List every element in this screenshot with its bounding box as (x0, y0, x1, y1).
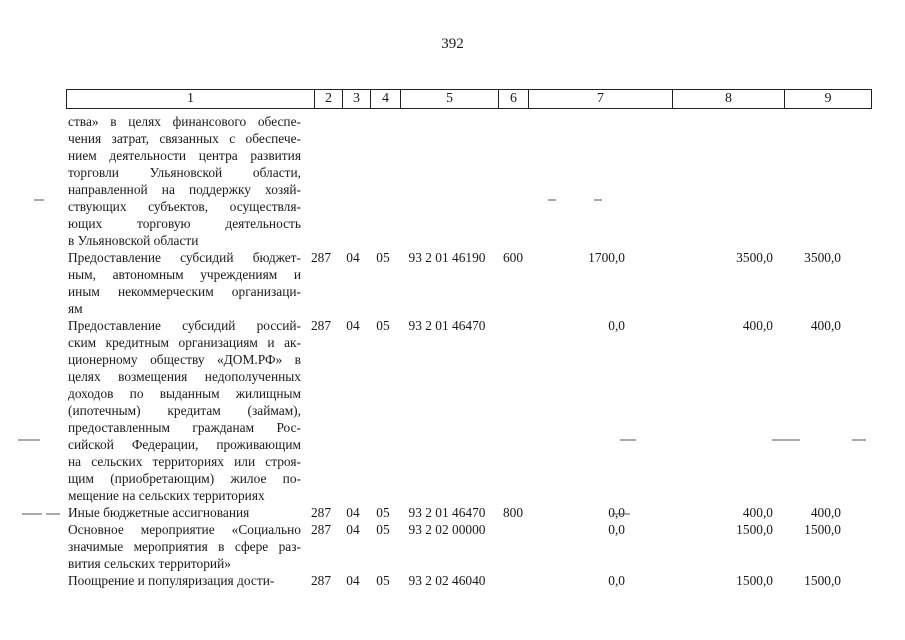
amount-col-8-value: 400,0 (742, 318, 773, 333)
amount-col-9 (773, 113, 871, 249)
admin-code-value: 287 (310, 573, 332, 588)
description-line: Предоставление субсидий бюджет- (68, 250, 301, 265)
target-article (398, 572, 496, 589)
amount-col-8 (675, 317, 773, 504)
table-body (66, 113, 871, 589)
description-line: ствующих субъектов, осуществля- (68, 199, 301, 214)
description-line: Предоставление субсидий россий- (68, 318, 301, 333)
description-line: чения затрат, связанных с обеспече- (68, 131, 301, 146)
description-line: ционерному обществу «ДОМ.РФ» в (68, 352, 301, 367)
amount-col-7 (530, 521, 675, 572)
amount-col-9-value: 400,0 (810, 505, 841, 520)
target-article-value: 93 2 02 46040 (408, 573, 486, 588)
description-line: в Ульяновской области (68, 233, 199, 248)
subsection-code (368, 249, 398, 317)
section-code (338, 317, 368, 504)
subsection-code-value: 05 (376, 505, 390, 520)
table-row (66, 249, 871, 317)
row-description (66, 249, 304, 317)
amount-col-7 (530, 113, 675, 249)
header-col-5: 5 (401, 90, 499, 108)
table-row (66, 113, 871, 249)
description-line: сийской Федерации, проживающим (68, 437, 301, 452)
amount-col-7-value: 0,0 (608, 505, 625, 520)
amount-col-9-value: 1500,0 (804, 522, 841, 537)
table-header-row (66, 89, 872, 109)
admin-code-value: 287 (310, 250, 332, 265)
subsection-code-value: 05 (376, 573, 390, 588)
subsection-code (368, 572, 398, 589)
description-line: вития сельских территорий» (68, 556, 231, 571)
description-line: целях возмещения недополученных (68, 369, 301, 384)
amount-col-7 (530, 572, 675, 589)
description-line: ющих торговую деятельность (68, 216, 301, 231)
expense-type-value: 800 (502, 505, 524, 520)
admin-code (304, 572, 338, 589)
amount-col-7-value: 0,0 (608, 522, 625, 537)
row-description (66, 572, 304, 589)
header-col-4: 4 (371, 90, 401, 108)
section-code-value: 04 (346, 573, 360, 588)
admin-code (304, 317, 338, 504)
admin-code (304, 521, 338, 572)
row-description (66, 113, 304, 249)
expense-type (496, 249, 530, 317)
target-article (398, 113, 496, 249)
amount-col-9 (773, 504, 871, 521)
section-code (338, 521, 368, 572)
row-description (66, 521, 304, 572)
table-row (66, 317, 871, 504)
subsection-code (368, 317, 398, 504)
section-code (338, 504, 368, 521)
row-description (66, 317, 304, 504)
expense-type-value: 600 (502, 250, 524, 265)
description-line: ским кредитным организациям и ак- (68, 335, 301, 350)
target-article (398, 249, 496, 317)
section-code-value: 04 (346, 318, 360, 333)
amount-col-9 (773, 249, 871, 317)
amount-col-9-value: 1500,0 (804, 573, 841, 588)
section-code-value: 04 (346, 522, 360, 537)
row-description (66, 504, 304, 521)
amount-col-7 (530, 249, 675, 317)
expense-type (496, 317, 530, 504)
subsection-code-value: 05 (376, 522, 390, 537)
description-line: нием деятельности центра развития (68, 148, 301, 163)
amount-col-8 (675, 113, 773, 249)
subsection-code-value: 05 (376, 250, 390, 265)
amount-col-8-value: 3500,0 (736, 250, 773, 265)
admin-code-value: 287 (310, 318, 332, 333)
amount-col-9 (773, 572, 871, 589)
target-article-value: 93 2 02 00000 (408, 522, 486, 537)
description-line: ям (68, 301, 83, 316)
section-code (338, 113, 368, 249)
amount-col-9-value: 400,0 (810, 318, 841, 333)
amount-col-7-value: 0,0 (608, 318, 625, 333)
subsection-code (368, 504, 398, 521)
header-col-3: 3 (343, 90, 371, 108)
expense-type (496, 521, 530, 572)
amount-col-8-value: 1500,0 (736, 573, 773, 588)
target-article (398, 521, 496, 572)
admin-code (304, 504, 338, 521)
table-row (66, 572, 871, 589)
target-article (398, 504, 496, 521)
admin-code (304, 249, 338, 317)
amount-col-9 (773, 521, 871, 572)
description-line: Поощрение и популяризация дости- (68, 573, 275, 588)
expense-type (496, 113, 530, 249)
description-line: торговли Ульяновской области, (68, 165, 301, 180)
section-code (338, 572, 368, 589)
header-col-1: 1 (67, 90, 315, 108)
table-row (66, 521, 871, 572)
expense-type (496, 572, 530, 589)
header-col-9: 9 (824, 91, 832, 106)
target-article-value: 93 2 01 46190 (408, 250, 486, 265)
amount-col-9 (773, 317, 871, 504)
amount-col-8 (675, 249, 773, 317)
subsection-code (368, 521, 398, 572)
description-line: ства» в целях финансового обеспе- (68, 114, 301, 129)
header-col-6: 6 (499, 90, 529, 108)
section-code (338, 249, 368, 317)
description-line: доходов по выданным жилищным (68, 386, 301, 401)
amount-col-9-value: 3500,0 (804, 250, 841, 265)
amount-col-7-value: 0,0 (608, 573, 625, 588)
amount-col-8-value: 400,0 (742, 505, 773, 520)
admin-code-value: 287 (310, 522, 332, 537)
header-col-8: 8 (673, 90, 785, 108)
description-line: ным, автономным учреждениям и (68, 267, 301, 282)
amount-col-8 (675, 572, 773, 589)
amount-col-8 (675, 521, 773, 572)
target-article (398, 317, 496, 504)
description-line: мещение на сельских территориях (68, 488, 265, 503)
description-line: щим (приобретающим) жилое по- (68, 471, 301, 486)
description-line: предоставленным гражданам Рос- (68, 420, 301, 435)
description-line: иным некоммерческим организаци- (68, 284, 301, 299)
description-line: Иные бюджетные ассигнования (68, 505, 250, 520)
header-col-7: 7 (529, 90, 673, 108)
admin-code (304, 113, 338, 249)
admin-code-value: 287 (310, 505, 332, 520)
target-article-value: 93 2 01 46470 (408, 505, 486, 520)
section-code-value: 04 (346, 505, 360, 520)
amount-col-8 (675, 504, 773, 521)
header-col-2: 2 (315, 90, 343, 108)
amount-col-7-value: 1700,0 (588, 250, 625, 265)
description-line: направленной на поддержку хозяй- (68, 182, 301, 197)
section-code-value: 04 (346, 250, 360, 265)
amount-col-7 (530, 504, 675, 521)
target-article-value: 93 2 01 46470 (408, 318, 486, 333)
description-line: значимые мероприятия в сфере раз- (68, 539, 301, 554)
amount-col-7 (530, 317, 675, 504)
description-line: на сельских территориях или строя- (68, 454, 301, 469)
description-line: Основное мероприятие «Социально (68, 522, 301, 537)
amount-col-8-value: 1500,0 (736, 522, 773, 537)
description-line: (ипотечным) кредитам (займам), (68, 403, 301, 418)
subsection-code-value: 05 (376, 318, 390, 333)
table-row (66, 504, 871, 521)
expense-type (496, 504, 530, 521)
subsection-code (368, 113, 398, 249)
page-number: 392 (441, 36, 464, 52)
